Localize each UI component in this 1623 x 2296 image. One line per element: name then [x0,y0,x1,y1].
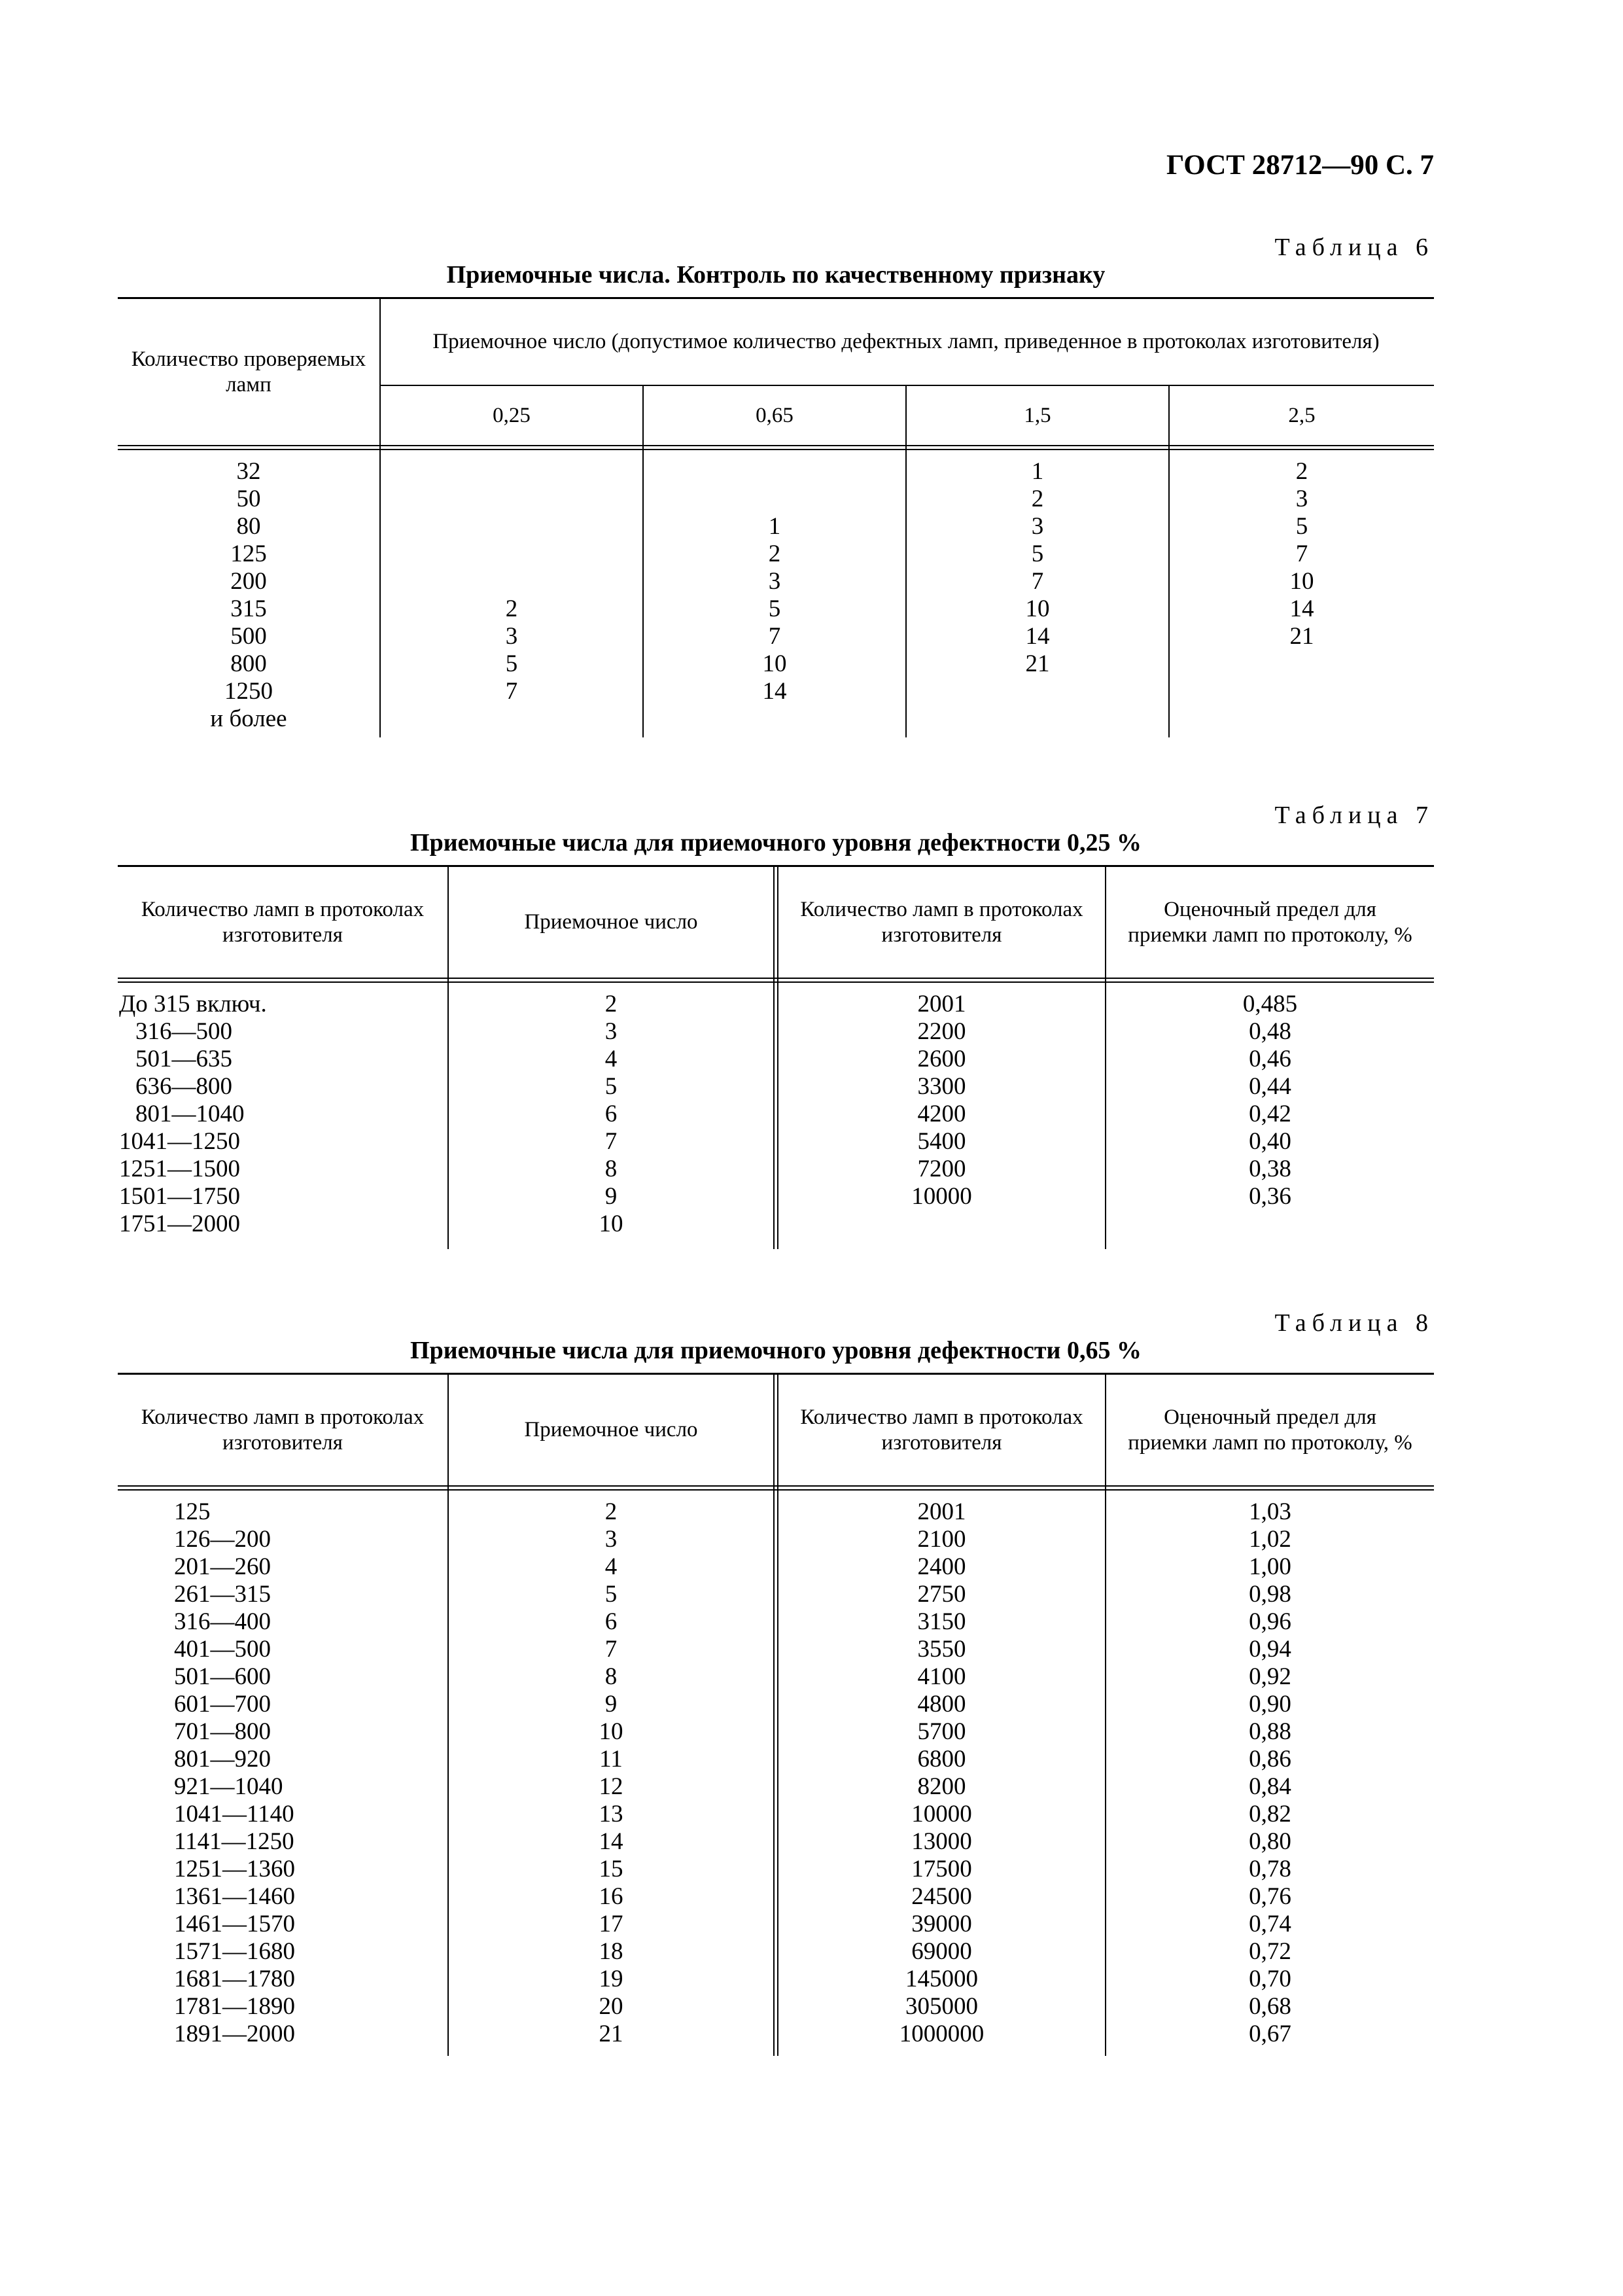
table-cell: 18 [599,1938,623,1965]
table6-level-header: 1,5 [1024,403,1051,427]
table7-header-cell: Приемочное число [524,910,698,934]
table-cell: 1000000 [899,2021,985,2047]
table-cell [907,678,1168,705]
table-cell [381,513,642,540]
table8-acceptance-column [449,1498,773,2048]
table-cell: 1361—1460 [174,1883,295,1910]
table-cell: 4 [604,1046,618,1072]
table-cell: 0,84 [1249,1773,1291,1800]
table-cell: 2 [604,991,618,1017]
table7-header-cell: Количество ламп в протоколах изготовителя [141,897,425,947]
table-cell [644,458,905,486]
table8-header-cell: Количество ламп в протоколах изготовителя [800,1405,1083,1455]
table-cell: 1041—1140 [174,1801,294,1828]
table-cell: 801—920 [174,1746,271,1773]
table-cell: 5 [505,650,518,677]
table-cell: 7 [505,678,518,705]
table-cell: 20 [599,1993,623,2020]
table-cell [644,705,905,733]
table-cell: 2600 [917,1046,966,1072]
table-cell: 2100 [917,1526,966,1553]
table-cell: 800 [230,650,267,677]
table-cell: 500 [230,623,267,650]
table-cell: 50 [236,486,261,512]
table-cell: 2001 [917,1498,966,1525]
table-cell: 601—700 [174,1691,271,1718]
table-cell: 1781—1890 [174,1993,295,2020]
table-cell: 2 [604,1498,618,1525]
table-cell: 1891—2000 [174,2021,295,2047]
table-cell: 0,40 [1249,1128,1291,1155]
table-cell: 5700 [917,1718,966,1745]
table-cell: 315 [230,595,267,622]
table-cell: 21 [1025,650,1050,677]
table-cell [1170,678,1434,705]
table-cell [381,486,642,513]
table-cell: 10 [1025,595,1050,622]
table-cell: 17 [599,1911,623,1937]
table6-level-column [1170,458,1434,733]
page-header: ГОСТ 28712—90 С. 7 [1166,150,1434,181]
table7-header-cell: Оценочный предел для приемки ламп по протоколу, % [1128,897,1412,947]
table-cell: 3 [1031,513,1044,540]
table6-level-column [381,458,642,733]
table-cell [381,705,642,733]
table-cell: 3300 [917,1073,966,1100]
table-cell: 2200 [917,1018,966,1045]
table-cell: 0,38 [1249,1156,1291,1182]
table-cell: 0,68 [1249,1993,1291,2020]
table-cell: 3150 [917,1608,966,1635]
table-cell: 12 [599,1773,623,1800]
table-cell: 14 [599,1828,623,1855]
table-cell: 2 [1295,458,1308,485]
table-cell: 3 [604,1526,618,1553]
table6-level-header: 0,65 [756,403,794,427]
table-cell: 0,82 [1249,1801,1291,1828]
table-cell: 9 [604,1183,618,1210]
table-cell: 7 [1295,540,1308,567]
table-cell: 4800 [917,1691,966,1718]
table-cell: 305000 [905,1993,978,2020]
table-cell: 0,72 [1249,1938,1291,1965]
table7-right-counts-column [778,991,1105,1210]
table-cell: 1501—1750 [119,1183,240,1210]
table-cell: 3 [1295,486,1308,512]
table-cell: 24500 [911,1883,972,1910]
table7-header-rule-1 [118,978,1434,979]
table-cell: 1251—1360 [174,1856,295,1882]
table6-level-header: 0,25 [493,403,531,427]
table-cell: 0,96 [1249,1608,1291,1635]
table-cell: 2 [768,540,781,567]
table8-title: Приемочные числа для приемочного уровня дефектности 0,65 % [410,1337,1142,1364]
table-cell: 401—500 [174,1636,271,1663]
table-cell: 0,90 [1249,1691,1291,1718]
table-cell: 0,78 [1249,1856,1291,1882]
table-cell: 0,94 [1249,1636,1291,1663]
table-cell: 5 [1295,513,1308,540]
table-cell [381,568,642,595]
table-cell: 2001 [917,991,966,1017]
table-cell: До 315 включ. [119,991,267,1017]
table-cell: и более [210,705,287,732]
table-cell: 3 [604,1018,618,1045]
table7-counts-column [119,991,446,1238]
table-cell [907,705,1168,733]
table-cell: 0,88 [1249,1718,1291,1745]
table-cell: 14 [1025,623,1050,650]
table-cell [644,486,905,513]
table-cell: 8 [604,1156,618,1182]
table-cell: 10000 [911,1801,972,1828]
table-cell: 10 [599,1718,623,1745]
table-cell: 7 [1031,568,1044,595]
table-cell: 7 [604,1128,618,1155]
table-cell: 0,485 [1242,991,1298,1017]
table-cell: 0,74 [1249,1911,1291,1937]
table-cell: 4200 [917,1101,966,1127]
table-cell: 10 [599,1210,623,1237]
table-cell: 5 [604,1581,618,1608]
table-cell [381,458,642,486]
table-cell: 6 [604,1101,618,1127]
table-cell: 6 [604,1608,618,1635]
table8-number: Таблица 8 [1274,1309,1434,1337]
table-cell: 3 [505,623,518,650]
table-cell: 2 [505,595,518,622]
table-cell: 69000 [911,1938,972,1965]
table-cell: 14 [762,678,787,705]
table-cell: 21 [1289,623,1314,650]
table7-number: Таблица 7 [1274,802,1434,829]
table-cell: 10 [762,650,787,677]
table7-acceptance-column [449,991,773,1238]
table-cell: 1250 [224,678,273,705]
table6-header-rule-2 [118,449,1434,450]
table-cell: 126—200 [174,1526,271,1553]
table6-level-header: 2,5 [1288,403,1316,427]
table8-header-cell: Оценочный предел для приемки ламп по протоколу, % [1128,1405,1412,1455]
table-cell: 5 [1031,540,1044,567]
table-cell: 145000 [905,1966,978,1992]
table-cell [1170,705,1434,733]
table6-level-column [907,458,1168,733]
table-cell: 0,42 [1249,1101,1291,1127]
table-cell: 201—260 [174,1553,271,1580]
table6-group-header: Приемочное число (допустимое количество дефектных ламп, приведенное в протоколах изготовителя) [432,330,1380,353]
table-cell: 19 [599,1966,623,1992]
table8-header-cell: Приемочное число [524,1418,698,1441]
table-cell: 0,86 [1249,1746,1291,1773]
table8-col-divider [773,1373,775,2056]
table-cell: 7 [768,623,781,650]
table-cell: 4100 [917,1663,966,1690]
table-cell: 501—635 [135,1046,232,1072]
table-cell: 701—800 [174,1718,271,1745]
table-cell: 15 [599,1856,623,1882]
table-cell: 14 [1289,595,1314,622]
table-cell: 1,00 [1249,1553,1291,1580]
table7-col-divider [773,866,775,1249]
table-cell: 39000 [911,1911,972,1937]
table-cell: 5 [604,1073,618,1100]
table6-number: Таблица 6 [1274,234,1434,261]
table-cell: 0,76 [1249,1883,1291,1910]
table7-title: Приемочные числа для приемочного уровня дефектности 0,25 % [410,829,1142,857]
table-cell [1170,650,1434,678]
table-cell: 17500 [911,1856,972,1882]
table-cell: 3550 [917,1636,966,1663]
table-cell: 125 [230,540,267,567]
table-cell: 80 [236,513,261,540]
table-cell: 1681—1780 [174,1966,295,1992]
table-cell: 10 [1289,568,1314,595]
table6-header-rule-1 [118,445,1434,446]
table-cell: 1,03 [1249,1498,1291,1525]
table-cell: 4 [604,1553,618,1580]
table-cell: 1461—1570 [174,1911,295,1937]
table-cell: 5400 [917,1128,966,1155]
table7-header-rule-2 [118,981,1434,983]
table8-header-rule-2 [118,1489,1434,1491]
table-cell: 7 [604,1636,618,1663]
table6-level-column [644,458,905,733]
table-cell: 0,36 [1249,1183,1291,1210]
table-cell: 801—1040 [135,1101,245,1127]
table-cell: 501—600 [174,1663,271,1690]
table-cell: 1751—2000 [119,1210,240,1237]
table-cell: 0,80 [1249,1828,1291,1855]
table-cell: 1 [1031,458,1044,485]
table-cell [381,540,642,568]
table-cell: 1571—1680 [174,1938,295,1965]
table-cell: 10000 [911,1183,972,1210]
table-cell: 0,98 [1249,1581,1291,1608]
table-cell: 200 [230,568,267,595]
table6-counts-column [118,458,379,733]
table8-header-rule-1 [118,1485,1434,1487]
table-cell: 13 [599,1801,623,1828]
table-cell: 2750 [917,1581,966,1608]
table-cell: 13000 [911,1828,972,1855]
table-cell: 16 [599,1883,623,1910]
table-cell: 5 [768,595,781,622]
table-cell: 2400 [917,1553,966,1580]
table-cell: 3 [768,568,781,595]
table-cell: 8200 [917,1773,966,1800]
table-cell: 0,46 [1249,1046,1291,1072]
table6-count-header: Количество проверяемых ламп [131,347,366,397]
table-cell: 7200 [917,1156,966,1182]
table-cell: 0,48 [1249,1018,1291,1045]
table7-limits-column [1106,991,1434,1210]
table-cell: 316—400 [174,1608,271,1635]
table-cell: 0,92 [1249,1663,1291,1690]
table-cell: 125 [174,1498,211,1525]
table-cell: 1,02 [1249,1526,1291,1553]
table8-limits-column [1106,1498,1434,2048]
table-cell: 8 [604,1663,618,1690]
table-cell: 0,67 [1249,2021,1291,2047]
table-cell: 1041—1250 [119,1128,240,1155]
table-cell: 0,70 [1249,1966,1291,1992]
table8-counts-column [119,1498,446,2048]
table-cell: 1251—1500 [119,1156,240,1182]
table-cell: 0,44 [1249,1073,1291,1100]
table-cell: 921—1040 [174,1773,283,1800]
table-cell: 6800 [917,1746,966,1773]
table-cell: 261—315 [174,1581,271,1608]
table8-right-counts-column [778,1498,1105,2048]
table-cell: 2 [1031,486,1044,512]
table-cell: 21 [599,2021,623,2047]
table-cell: 32 [236,458,261,485]
table-cell: 316—500 [135,1018,232,1045]
table8-header-cell: Количество ламп в протоколах изготовителя [141,1405,425,1455]
table-cell: 11 [599,1746,623,1773]
table-cell: 1141—1250 [174,1828,294,1855]
table-cell: 636—800 [135,1073,232,1100]
table7-header-cell: Количество ламп в протоколах изготовителя [800,897,1083,947]
table6-title: Приемочные числа. Контроль по качественному признаку [446,261,1106,289]
table-cell: 1 [768,513,781,540]
table-cell: 9 [604,1691,618,1718]
